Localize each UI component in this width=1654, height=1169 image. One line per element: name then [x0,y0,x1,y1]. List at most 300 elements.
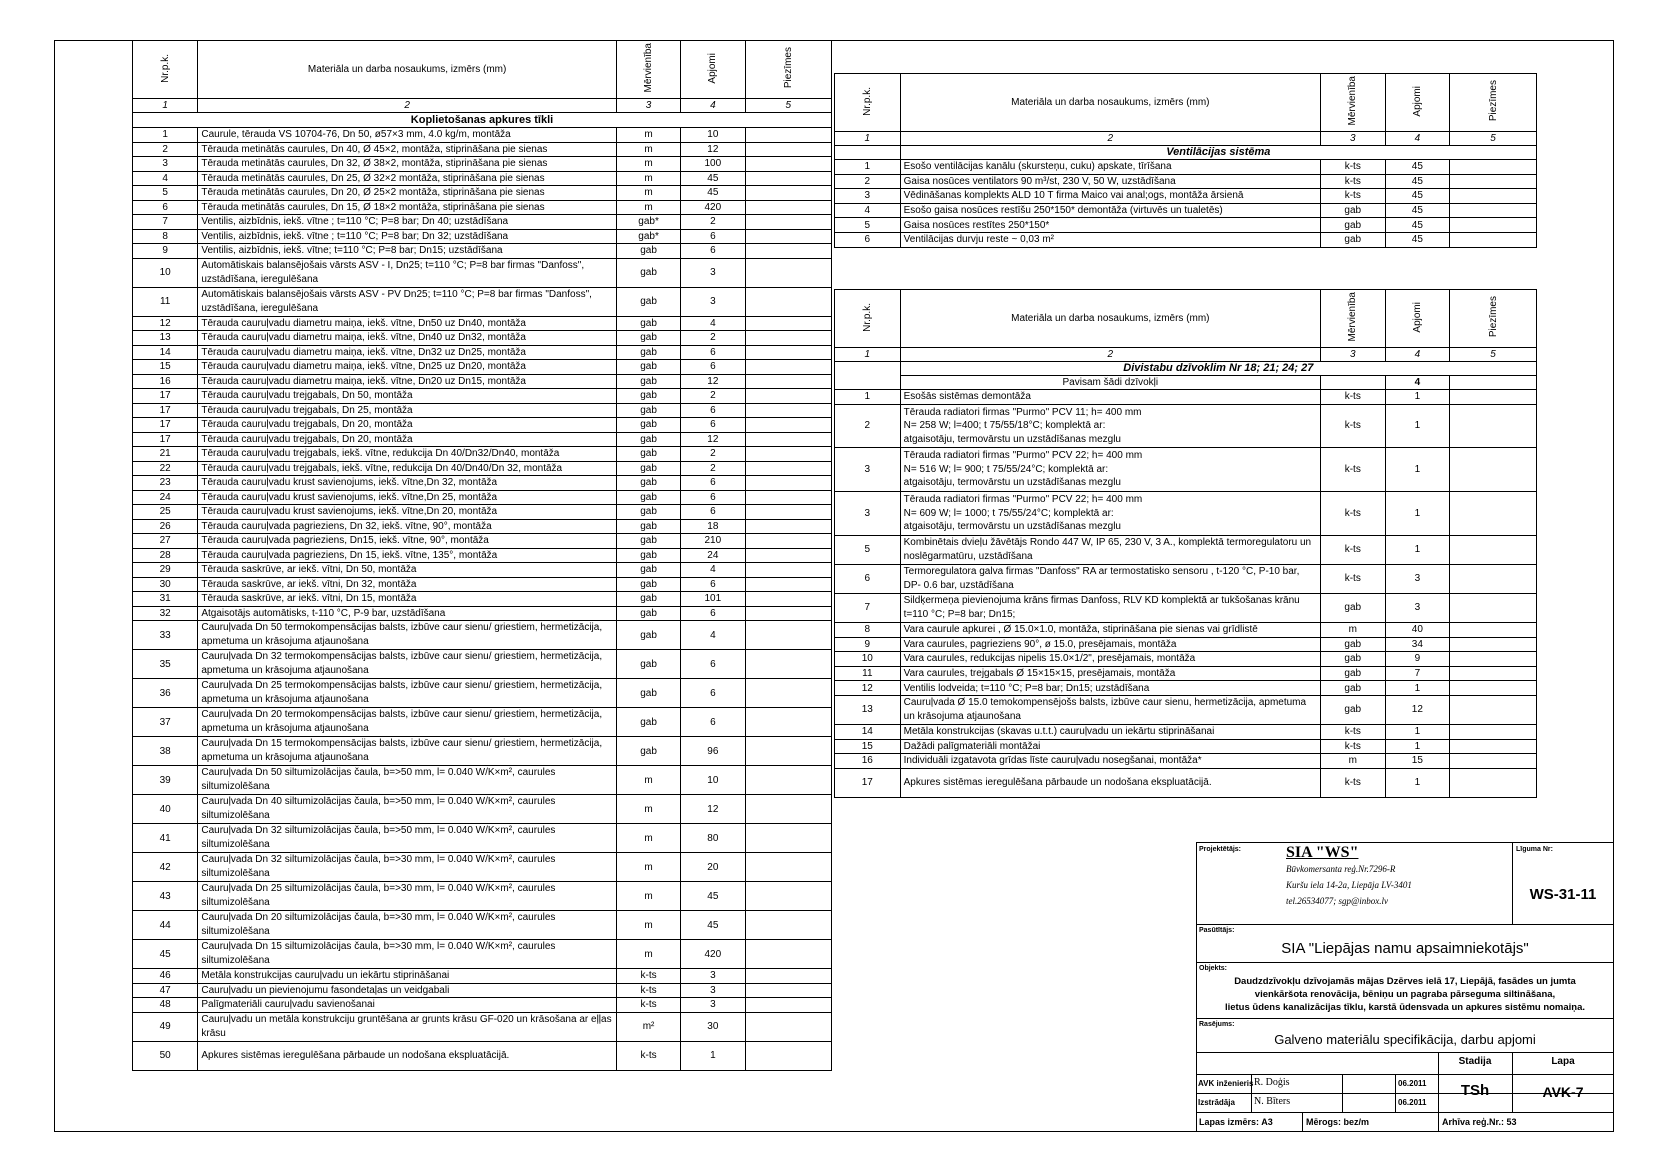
row-notes [745,969,832,984]
table-row [133,142,832,157]
row-number: 14 [835,725,901,740]
row-quantity: 10 [681,128,745,143]
row-notes [1450,622,1537,637]
row-notes [745,1041,832,1070]
row-notes [1450,189,1537,204]
row-description: Cauruļvada Dn 50 siltumizolācijas čaula, b=>50 mm, l= 0.040 W/K×m², caurules siltumizolēšana [198,766,617,795]
row-notes [745,316,832,331]
row-unit: gab [616,577,680,592]
row-description: Cauruļvadu un metāla konstrukciju gruntēšana ar grunts krāsu GF-020 un krāsošana ar eļļas krāsu [198,1012,617,1041]
row-notes [745,998,832,1013]
row-number: 49 [133,1012,198,1041]
column-number: 2 [900,348,1320,362]
row-description: Esošo ventilācijas kanālu (skursteņu, cuku) apskate, tīrīšana [900,160,1320,175]
section-row [133,113,832,128]
row-unit: k-ts [1320,390,1385,405]
table-row [133,940,832,969]
row-description: Tērauda metinātās caurules, Dn 20, Ø 25×2 montāža, stiprināšana pie sienas [198,186,617,201]
row-unit: k-ts [616,998,680,1013]
table-row [835,232,1537,247]
row-description: Kombinētais dvieļu žāvētājs Rondo 447 W, IP 65, 230 V, 3 A., komplektā termoregulatoru un noslēgarmatūru, uzstādīšana [900,535,1320,564]
row-number: 17 [133,403,198,418]
row-number: 3 [835,189,901,204]
row-description: Tērauda cauruļvada pagrieziens, Dn 32, iekš. vītne, 90°, montāža [198,519,617,534]
row-notes [745,490,832,505]
table-row [133,287,832,316]
row-description: Tērauda cauruļvadu diametru maiņa, iekš. vītne, Dn32 uz Dn25, montāža [198,345,617,360]
row-quantity: 6 [681,505,745,520]
row-quantity: 12 [681,142,745,157]
ventilation-spec-table [834,73,1537,248]
row-quantity: 30 [681,1012,745,1041]
row-notes [745,824,832,853]
row-number: 32 [133,606,198,621]
row-number: 22 [133,461,198,476]
heating-spec-table [132,40,832,1071]
section-row [835,362,1537,376]
row-unit: gab [616,287,680,316]
row-number: 24 [133,490,198,505]
row-quantity: 6 [681,650,745,679]
section-title: Ventilācijas sistēma [900,146,1536,160]
sheet-value: AVK-7 [1542,1084,1584,1100]
object-line-2: vienkāršota renovācija, bēniņu un pagraba pārseguma siltināšana, [1254,989,1556,1000]
row-description: Termoregulatora galva firmas "Danfoss" RA ar termostatisko sensoru , t-120 °C, P-10 bar, DP- 0.6 bar, uzstādīšana [900,564,1320,593]
row-notes [1450,218,1537,233]
row-description: Cauruļvada Dn 25 siltumizolācijas čaula, b=>30 mm, l= 0.040 W/K×m², caurules siltumizolēšana [198,882,617,911]
table-row [133,244,832,259]
row-number: 2 [835,174,901,189]
column-number: 4 [1385,132,1450,146]
table-row [835,448,1537,492]
row-number: 9 [133,244,198,259]
table-row [133,679,832,708]
object-line-1: Daudzdzīvokļu dzīvojamās mājas Dzērves ielā 17, Liepājā, fasādes un jumta [1234,976,1576,987]
stage-value: TSh [1460,1082,1490,1099]
apartment-spec-table [834,289,1537,798]
row-unit: gab [616,650,680,679]
row-unit: gab [616,606,680,621]
header-qty-label: Apjomi [707,52,719,84]
row-quantity: 3 [1385,593,1450,622]
header-nr-label: Nr.p.k. [861,302,873,332]
table-row [133,998,832,1013]
table-row [133,505,832,520]
table-row [133,519,832,534]
row-quantity: 45 [1385,218,1450,233]
row-number: 48 [133,998,198,1013]
row-quantity: 96 [681,737,745,766]
section-title: Divistabu dzīvoklim Nr 18; 21; 24; 27 [900,362,1536,376]
row-description: Tērauda cauruļvadu krust savienojums, iekš. vītne,Dn 20, montāža [198,505,617,520]
row-description: Automātiskais balansējošais vārsts ASV - PV Dn25; t=110 °C; P=8 bar firmas "Danfoss", uzstādīšana, ieregulēšana [198,287,617,316]
row-unit: k-ts [1320,174,1385,189]
row-quantity: 2 [681,389,745,404]
header-notes-label: Piezīmes [1487,80,1499,122]
row-number: 47 [133,983,198,998]
row-number: 46 [133,969,198,984]
row-quantity: 12 [681,795,745,824]
row-unit: m [616,171,680,186]
row-description: Apkures sistēmas ieregulēšana pārbaude un nodošana ekspluatācijā. [900,768,1320,797]
row-quantity: 4 [681,621,745,650]
row-unit: gab [616,360,680,375]
table-row [835,564,1537,593]
row-unit: gab [1320,637,1385,652]
column-number: 1 [835,132,901,146]
header-name-label: Materiāla un darba nosaukums, izmērs (mm) [1011,97,1210,108]
row-number: 26 [133,519,198,534]
row-unit: m [616,157,680,172]
row-quantity: 20 [681,853,745,882]
row-quantity: 6 [681,606,745,621]
row-notes [745,432,832,447]
row-unit: gab [616,418,680,433]
row-unit: gab [616,708,680,737]
row-notes [745,548,832,563]
row-unit: m [616,128,680,143]
row-quantity: 3 [681,983,745,998]
row-number: 17 [133,418,198,433]
row-description: Tērauda radiatori firmas "Purmo" PCV 11; h= 400 mm N= 258 W; l=400; t 75/55/18°C; komplektā ar: atgaisotāju, termovārstu un uzstādīšanas mezglu [900,404,1320,448]
row-unit: gab [1320,593,1385,622]
row-quantity: 210 [681,534,745,549]
row-number: 2 [133,142,198,157]
column-number-row [133,99,832,113]
row-description: Automātiskais balansējošais vārsts ASV - I, Dn25; t=110 °C; P=8 bar firmas "Danfoss", uzstādīšana, ieregulēšana [198,258,617,287]
table-row [133,389,832,404]
row-number: 3 [133,157,198,172]
row-quantity: 1 [1385,768,1450,797]
subsection-label: Pavisam šādi dzīvokļi [900,376,1320,390]
row-number: 17 [133,389,198,404]
header-unit-label: Mērvienība [1347,76,1359,126]
row-number: 23 [133,476,198,491]
row-description: Metāla konstrukcijas cauruļvadu un iekārtu stiprināšanai [198,969,617,984]
row-notes [745,128,832,143]
engineer-name: R. Doģis [1254,1077,1290,1088]
row-quantity: 2 [681,215,745,230]
row-unit: m [1320,754,1385,769]
header-qty-label: Apjomi [1411,301,1423,333]
row-notes [1450,652,1537,667]
row-description: Cauruļvada Ø 15.0 temokompensējošs balsts, izbūve caur sienu, hermetizācija, apmetuma un krāsojuma atjaunošana [900,695,1320,724]
row-description: Tērauda saskrūve, ar iekš. vītni, Dn 50, montāža [198,563,617,578]
row-notes [745,331,832,346]
row-notes [745,345,832,360]
table-row [133,258,832,287]
table-row [835,637,1537,652]
row-description: Tērauda metinātās caurules, Dn 32, Ø 38×2, montāža, stiprināšana pie sienas [198,157,617,172]
header-name-label: Materiāla un darba nosaukums, izmērs (mm) [1011,313,1210,324]
column-number: 1 [835,348,901,362]
row-quantity: 101 [681,592,745,607]
row-quantity: 3 [681,258,745,287]
row-description: Caurule, tērauda VS 10704-76, Dn 50, ø57×3 mm, 4.0 kg/m, montāža [198,128,617,143]
row-description: Vara caurules, trejgabals Ø 15×15×15, presējamais, montāža [900,666,1320,681]
row-description: Metāla konstrukcijas (skavas u.t.t.) cauruļvadu un iekārtu stiprināšanai [900,725,1320,740]
row-notes [745,403,832,418]
header-name [198,41,617,99]
row-notes [1450,768,1537,797]
row-unit: gab [616,490,680,505]
table-row [835,203,1537,218]
row-quantity: 100 [681,157,745,172]
row-number: 5 [835,535,901,564]
drawing-title: Galveno materiālu specifikācija, darbu apjomi [1274,1032,1536,1047]
section-spacer [835,362,901,376]
subsection-notes [1450,376,1537,390]
table-row [133,316,832,331]
row-quantity: 7 [1385,666,1450,681]
table-row [133,403,832,418]
header-qty [1385,290,1450,348]
row-number: 9 [835,637,901,652]
table-row [133,795,832,824]
row-unit: m [616,142,680,157]
row-notes [745,737,832,766]
row-quantity: 40 [1385,622,1450,637]
table-row [133,418,832,433]
row-quantity: 420 [681,940,745,969]
row-number: 7 [133,215,198,230]
row-quantity: 45 [1385,174,1450,189]
table-row [835,189,1537,204]
row-unit: k-ts [1320,404,1385,448]
row-notes [745,258,832,287]
row-notes [745,577,832,592]
row-unit: gab [1320,652,1385,667]
table-row [133,374,832,389]
row-notes [745,244,832,259]
developer-date: 06.2011 [1398,1098,1427,1107]
project-label: Projektētājs: [1199,846,1242,853]
row-number: 6 [133,200,198,215]
table-row [133,577,832,592]
table-row [133,171,832,186]
table-row [835,593,1537,622]
row-unit: k-ts [1320,564,1385,593]
row-number: 1 [835,160,901,175]
header-name-label: Materiāla un darba nosaukums, izmērs (mm) [307,64,507,75]
row-unit: gab [616,447,680,462]
row-description: Individuāli izgatavota grīdas līste cauruļvadu nosegšanai, montāža* [900,754,1320,769]
row-quantity: 10 [681,766,745,795]
row-unit: m [616,911,680,940]
row-unit: gab [1320,218,1385,233]
row-notes [745,200,832,215]
row-unit: k-ts [1320,739,1385,754]
header-name [900,290,1320,348]
row-unit: gab [616,345,680,360]
row-description: Tērauda cauruļvada pagrieziens, Dn15, iekš. vītne, 90°, montāža [198,534,617,549]
row-number: 29 [133,563,198,578]
header-unit-label: Mērvienība [1347,292,1359,342]
row-quantity: 18 [681,519,745,534]
header-notes [745,41,832,99]
row-description: Ventilis, aizbīdnis, iekš. vītne ; t=110 °C; P=8 bar; Dn 32; uzstādīšana [198,229,617,244]
table-row [133,360,832,375]
row-number: 3 [835,448,901,492]
row-description: Tērauda cauruļvadu diametru maiņa, iekš. vītne, Dn40 uz Dn32, montāža [198,331,617,346]
header-notes [1450,74,1537,132]
row-description: Ventilis, aizbīdnis, iekš. vītne ; t=110 °C; P=8 bar; Dn 40; uzstādīšana [198,215,617,230]
row-unit: gab* [616,229,680,244]
row-notes [745,911,832,940]
row-unit: m [616,940,680,969]
row-number: 17 [133,432,198,447]
row-unit: m [616,186,680,201]
row-notes [745,983,832,998]
header-qty [1385,74,1450,132]
table-row [133,186,832,201]
row-unit: k-ts [1320,189,1385,204]
row-description: Tērauda cauruļvadu diametru maiņa, iekš. vītne, Dn20 uz Dn15, montāža [198,374,617,389]
header-row [133,41,832,99]
header-unit [616,41,680,99]
subsection-spacer [835,376,901,390]
row-notes [745,766,832,795]
row-quantity: 1 [1385,535,1450,564]
developer-role: Izstrādāja [1198,1098,1235,1107]
table-row [133,534,832,549]
row-description: Vēdināšanas komplekts ALD 10 T firma Maico vai anal;ogs, montāža ārsienā [900,189,1320,204]
table-row [835,768,1537,797]
row-number: 33 [133,621,198,650]
row-notes [1450,725,1537,740]
row-unit: k-ts [1320,491,1385,535]
table-row [133,157,832,172]
row-quantity: 6 [681,418,745,433]
row-quantity: 1 [1385,739,1450,754]
column-number: 4 [681,99,745,113]
column-number: 5 [745,99,832,113]
row-unit: gab [1320,203,1385,218]
row-description: Vara caurules, pagrieziens 90°, ø 15.0, presējamais, montāža [900,637,1320,652]
row-unit: gab [616,461,680,476]
table-row [133,853,832,882]
row-unit: m [616,766,680,795]
table-row [133,621,832,650]
row-notes [745,215,832,230]
row-description: Tērauda cauruļvadu diametru maiņa, iekš. vītne, Dn50 uz Dn40, montāža [198,316,617,331]
table-row [835,652,1537,667]
row-quantity: 9 [1385,652,1450,667]
row-number: 42 [133,853,198,882]
row-quantity: 45 [1385,203,1450,218]
row-notes [745,940,832,969]
row-quantity: 3 [681,969,745,984]
client-name: SIA "Liepājas namu apsaimniekotājs" [1281,940,1529,957]
header-qty [681,41,745,99]
row-description: Cauruļvada Dn 32 siltumizolācijas čaula, b=>50 mm, l= 0.040 W/K×m², caurules siltumizolēšana [198,824,617,853]
row-number: 27 [133,534,198,549]
row-unit: m [616,882,680,911]
table-row [133,737,832,766]
row-number: 16 [133,374,198,389]
row-number: 39 [133,766,198,795]
row-quantity: 45 [681,171,745,186]
row-unit: gab [616,737,680,766]
table-row [835,739,1537,754]
table-row [133,911,832,940]
row-unit: gab [616,389,680,404]
row-quantity: 1 [1385,448,1450,492]
subsection-unit [1320,376,1385,390]
row-description: Ventilis, aizbīdnis, iekš. vītne; t=110 °C; P=8 bar; Dn15; uzstādīšana [198,244,617,259]
row-unit: k-ts [1320,535,1385,564]
row-description: Cauruļvada Dn 15 termokompensācijas balsts, izbūve caur sienu/ griestiem, hermetizācija, apmetuma un krāsojuma atjaunošana [198,737,617,766]
row-notes [745,795,832,824]
row-number: 25 [133,505,198,520]
column-number: 2 [198,99,617,113]
column-number-row [835,132,1537,146]
row-number: 43 [133,882,198,911]
row-unit: gab [616,621,680,650]
company-line-2: Kuršu iela 14-2a, Liepāja LV-3401 [1286,880,1412,890]
column-number: 4 [1385,348,1450,362]
header-notes [1450,290,1537,348]
header-nr-label: Nr.p.k. [159,53,171,83]
row-number: 2 [835,404,901,448]
row-description: Tērauda radiatori firmas "Purmo" PCV 22; h= 400 mm N= 516 W; l= 900; t 75/55/24°C; komplektā ar: atgaisotāju, termovārstu un uzstādīšanas mezglu [900,448,1320,492]
row-notes [1450,535,1537,564]
header-unit [1320,290,1385,348]
row-number: 13 [835,695,901,724]
header-notes-label: Piezīmes [1487,296,1499,338]
row-description: Atgaisotājs automātisks, t-110 °C, P-9 bar, uzstādīšana [198,606,617,621]
row-description: Dažādi palīgmateriāli montāžai [900,739,1320,754]
row-description: Cauruļvada Dn 20 siltumizolācijas čaula, b=>30 mm, l= 0.040 W/K×m², caurules siltumizolēšana [198,911,617,940]
row-quantity: 45 [681,911,745,940]
table-row [133,592,832,607]
object-label: Objekts: [1199,965,1228,972]
row-quantity: 3 [1385,564,1450,593]
row-quantity: 12 [1385,695,1450,724]
row-quantity: 24 [681,548,745,563]
table-row [133,490,832,505]
row-number: 11 [835,666,901,681]
row-quantity: 1 [1385,725,1450,740]
row-quantity: 6 [681,229,745,244]
header-nr [835,74,901,132]
object-line-3: lietus ūdens kanalizācijas tīklu, karstā ūdensvada un apkures sistēmu nomaiņa. [1224,1002,1586,1013]
section-row [835,146,1537,160]
section-spacer [835,146,901,160]
row-quantity: 80 [681,824,745,853]
row-number: 15 [835,739,901,754]
column-number: 3 [1320,348,1385,362]
row-number: 31 [133,592,198,607]
row-description: Tērauda cauruļvadu krust savienojums, iekš. vītne,Dn 32, montāža [198,476,617,491]
row-description: Cauruļvada Dn 15 siltumizolācijas čaula, b=>30 mm, l= 0.040 W/K×m², caurules siltumizolēšana [198,940,617,969]
row-notes [1450,739,1537,754]
section-title: Koplietošanas apkures tīkli [133,113,832,128]
paper-size: Lapas izmērs: A3 [1199,1117,1273,1127]
row-unit: gab [616,548,680,563]
table-row [133,345,832,360]
row-notes [1450,754,1537,769]
row-notes [745,418,832,433]
table-row [133,650,832,679]
row-description: Vara caurule apkurei , Ø 15.0×1.0, montāža, stiprināšana pie sienas vai grīdlistē [900,622,1320,637]
row-number: 4 [133,171,198,186]
row-notes [745,505,832,520]
row-number: 50 [133,1041,198,1070]
archive-number: Arhīva reģ.Nr.: 53 [1442,1117,1517,1127]
row-unit: gab [616,432,680,447]
row-notes [1450,637,1537,652]
